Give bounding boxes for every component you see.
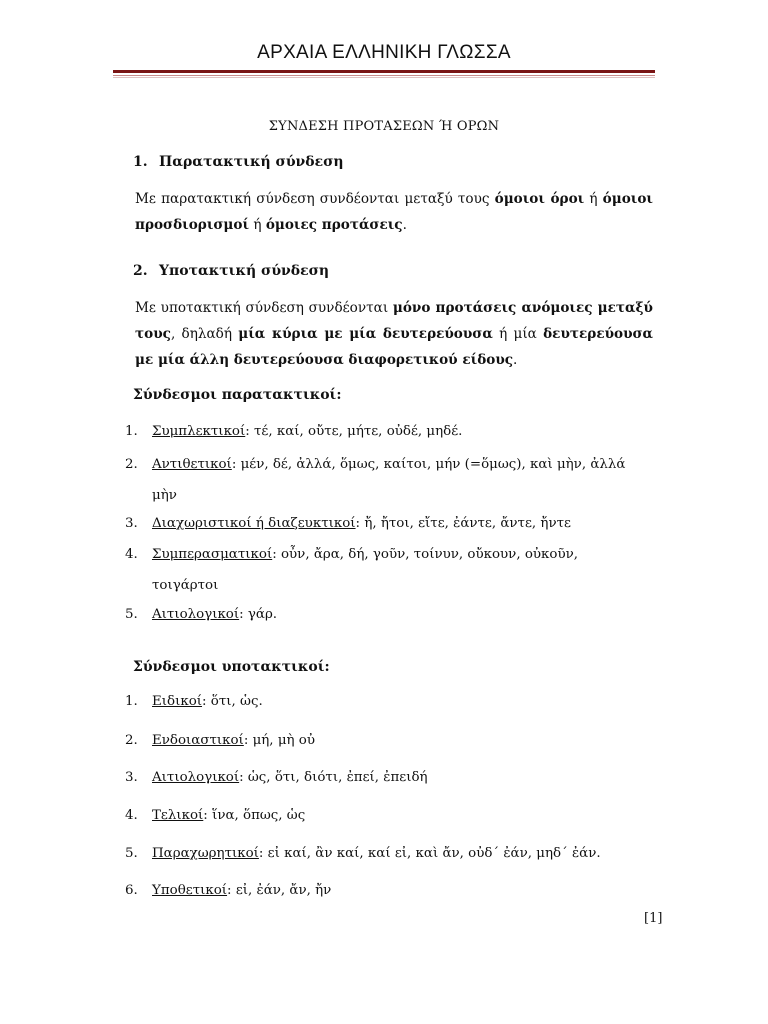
paragraph-paratactic: Με παρατακτική σύνδεση συνδέονται μεταξύ τους όμοιοι όροι ή όμοιοι προσδιορισμοί ή όμοιες προτάσεις. — [135, 191, 653, 233]
heading-hypotactic — [133, 263, 329, 279]
header-divider — [113, 70, 655, 78]
list-item: 3. Διαχωριστικοί ή διαζευκτικοί: ἤ, ἤτοι, εἴτε, ἐάντε, ἄντε, ἤντε — [125, 516, 571, 531]
section-title: ΣΥΝΔΕΣΗ ΠΡΟΤΑΣΕΩΝ Ή ΟΡΩΝ — [268, 119, 500, 134]
document-header-title: ΑΡΧΑΙΑ ΕΛΛΗΝΙΚΗ ΓΛΩΣΣΑ — [257, 42, 511, 63]
list-item: 1. Ειδικοί: ὅτι, ὡς. — [125, 694, 263, 709]
list-item: 2. Ενδοιαστικοί: μή, μὴ οὐ — [125, 733, 316, 748]
page-number: [1] — [644, 911, 663, 926]
subordinating-heading: Σύνδεσμοι υποτακτικοί: — [133, 659, 330, 675]
list-item: 5. Αιτιολογικοί: γάρ. — [125, 607, 278, 622]
list-item: 3. Αιτιολογικοί: ὡς, ὅτι, διότι, ἐπεί, ἐπειδή — [125, 770, 428, 785]
heading-number: 1. — [133, 154, 148, 170]
list-item: 4. Συμπερασματικοί: οὖν, ἄρα, δή, γοῦν, τοίνυν, οὔκουν, οὐκοῦν, τοιγάρτοι — [125, 547, 579, 593]
coordinating-heading: Σύνδεσμοι παρατακτικοί: — [133, 387, 342, 403]
list-item: 5. Παραχωρητικοί: εἰ καί, ἂν καί, καί εἰ, καὶ ἄν, οὐδ΄ ἐάν, μηδ΄ ἐάν. — [125, 846, 601, 861]
heading-text: Υποτακτική σύνδεση — [159, 263, 330, 279]
heading-number: 2. — [133, 263, 148, 279]
list-item: 1. Συμπλεκτικοί: τέ, καί, οὔτε, μήτε, οὐδέ, μηδέ. — [125, 424, 463, 439]
list-item: 6. Υποθετικοί: εἰ, ἐάν, ἄν, ἤν — [125, 883, 332, 898]
list-item: 4. Τελικοί: ἵνα, ὅπως, ὡς — [125, 808, 306, 823]
paragraph-hypotactic: Με υποτακτική σύνδεση συνδέονται μόνο προτάσεις ανόμοιες μεταξύ τους, δηλαδή μία κύρια με μία δευτερεύουσα ή μία δευτερεύουσα με μία άλλη δευτερεύουσα διαφορετικού είδους. — [135, 300, 654, 368]
heading-paratactic — [133, 154, 344, 170]
list-item: 2. Αντιθετικοί: μέν, δέ, ἀλλά, ὅμως, καίτοι, μήν (=ὅμως), καὶ μὴν, ἀλλά μὴν — [125, 457, 626, 503]
heading-text: Παρατακτική σύνδεση — [159, 154, 344, 170]
